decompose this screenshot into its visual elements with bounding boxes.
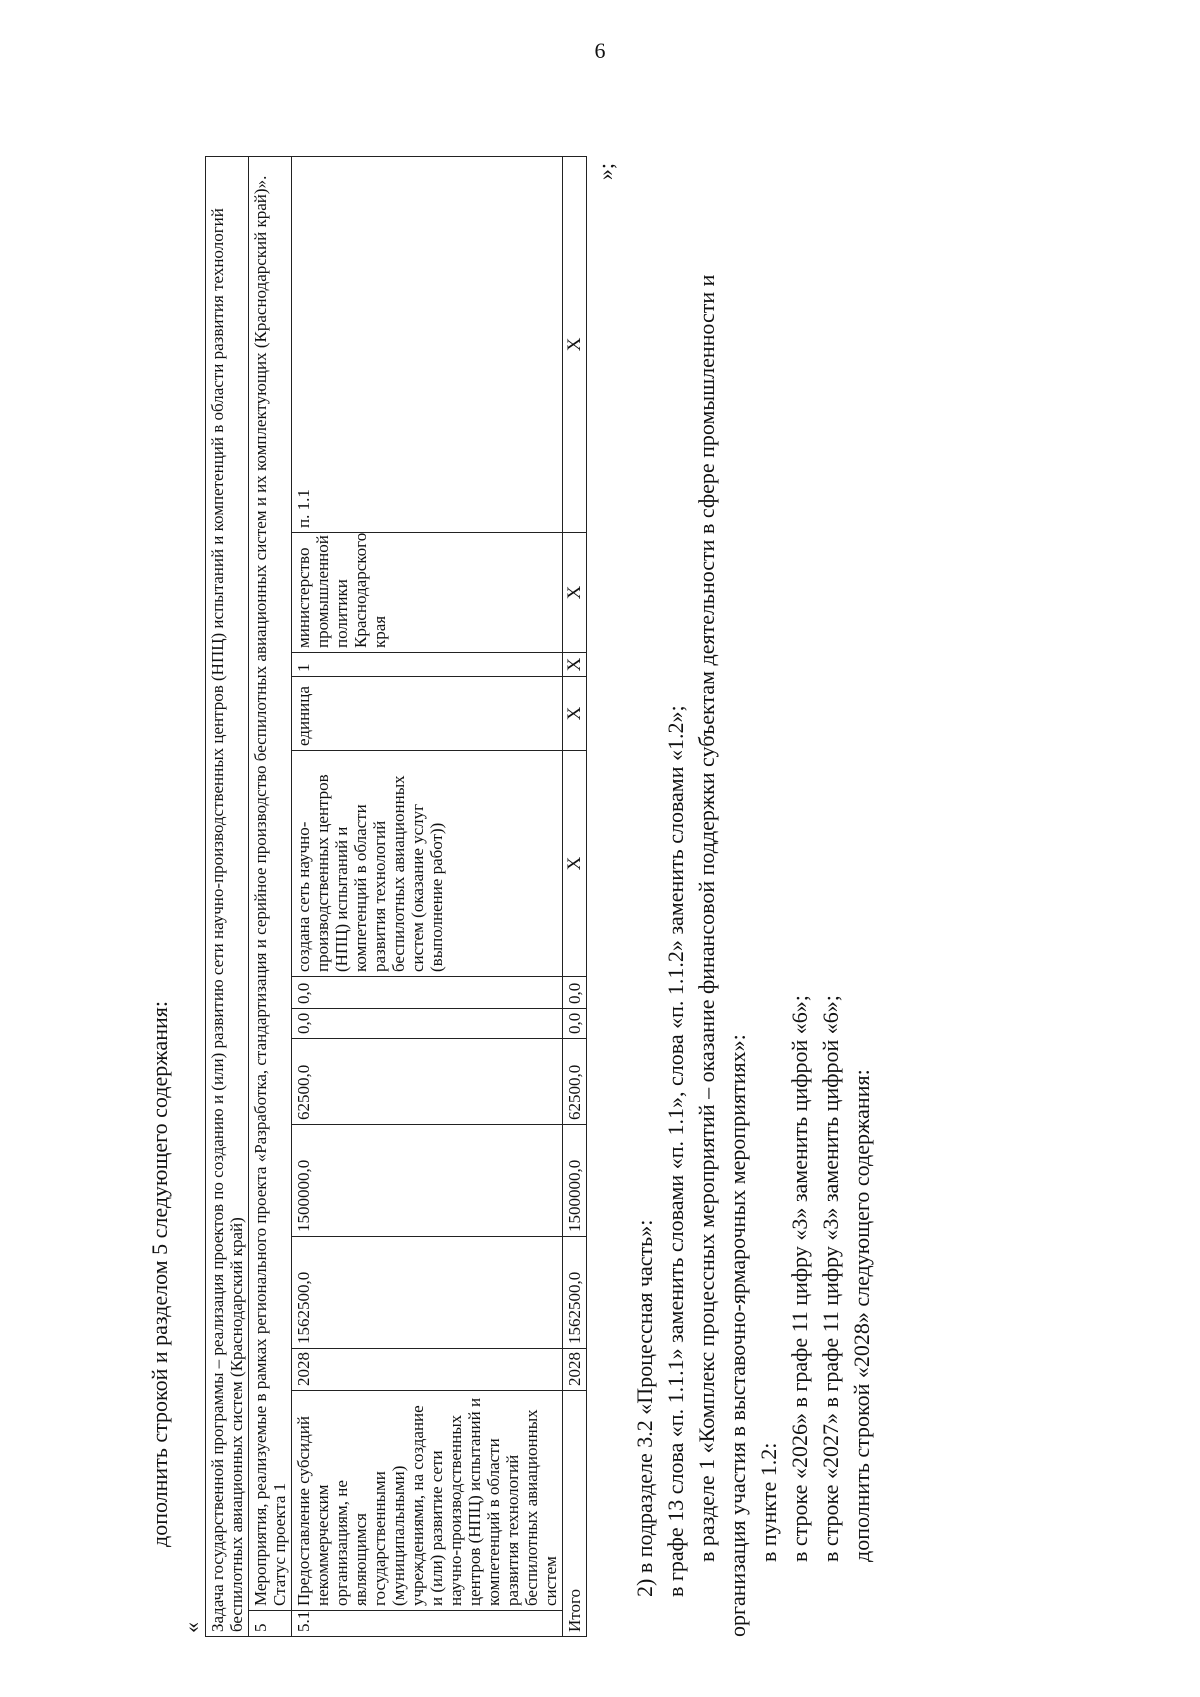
total-unit: Х xyxy=(563,677,587,751)
instruction-line: в графе 13 слова «п. 1.1.1» заменить словами «п. 1.1», слова «п. 1.1.2» заменить словами «1.2»; xyxy=(663,705,688,1597)
total-other: 0,0 xyxy=(563,977,587,1009)
total-regional: 62500,0 xyxy=(563,1039,587,1125)
total-cell: 1562500,0 xyxy=(292,1237,563,1349)
total-result: Х xyxy=(563,751,587,977)
total-label: Итого xyxy=(563,1391,587,1637)
measure-name: Предоставление субсидий некоммерческим организациям, не являющимся государственными (муниципальными) учреждениями, на создание и (или) развитие сети научно-производственных центров (НПЦ) испытаний и компетенций в области развития технологий беспилотных авиационных систем xyxy=(292,1391,563,1611)
total-reference: Х xyxy=(563,156,587,532)
regional-cell: 62500,0 xyxy=(292,1039,563,1125)
instruction-line: в строке «2027» в графе 11 цифру «3» заменить цифрой «6»; xyxy=(818,995,843,1562)
instruction-line: в разделе 1 «Комплекс процессных мероприятий – оказание финансовой поддержки субъектам деятельности в сфере промышленности и организация участия в выставочно-ярмарочных мероприятиях»: xyxy=(694,274,750,1637)
section-row xyxy=(249,156,292,1636)
instruction-line: 2) в подразделе 3.2 «Процессная часть»: xyxy=(632,1219,657,1597)
other-cell: 0,0 xyxy=(292,977,563,1009)
unit-cell: единица xyxy=(292,677,563,751)
total-executor: Х xyxy=(563,533,587,653)
task-cell: Задача государственной программы – реализация проектов по созданию и (или) развитию сети научно-производственных центров (НПЦ) испытаний и компетенций в области развития технологий беспилотных авиационных систем (Краснодарский край) xyxy=(206,156,249,1636)
row-number: 5.1 xyxy=(292,1611,563,1637)
value-cell: 1 xyxy=(292,653,563,677)
total-local: 0,0 xyxy=(563,1009,587,1039)
instructions xyxy=(629,157,877,1637)
total-value: Х xyxy=(563,653,587,677)
opening-quote: « xyxy=(179,1622,204,1633)
executor-cell: министерство промышленной политики Краснодарского края xyxy=(292,533,563,653)
local-cell: 0,0 xyxy=(292,1009,563,1039)
page-number: 6 xyxy=(594,38,606,63)
total-sum: 1562500,0 xyxy=(563,1237,587,1349)
intro-text: дополнить строкой и разделом 5 следующего содержания: xyxy=(147,1001,172,1547)
instruction-line: в пункте 1.2: xyxy=(756,1442,781,1562)
year-cell: 2028 xyxy=(292,1349,563,1391)
section-number: 5 xyxy=(249,1611,292,1637)
total-row xyxy=(563,156,587,1636)
result-cell: создана сеть научно-производственных центров (НПЦ) испытаний и компетенций в области развития технологий беспилотных авиационных систем (оказание услуг (выполнение работ)) xyxy=(292,751,563,977)
table-row xyxy=(292,156,563,1636)
total-year: 2028 xyxy=(563,1349,587,1391)
section-title: Мероприятия, реализуемые в рамках регионального проекта «Разработка, стандартизация и серийное производство беспилотных авиационных систем и их комплектующих (Краснодарский край)». Статус проекта 1 xyxy=(249,156,292,1610)
document-body xyxy=(145,157,877,1637)
measures-table xyxy=(205,156,587,1637)
instruction-line: дополнить строкой «2028» следующего содержания: xyxy=(849,1069,874,1562)
closing-quote: »; xyxy=(593,163,618,181)
task-row xyxy=(206,156,249,1636)
federal-cell: 1500000,0 xyxy=(292,1125,563,1237)
instruction-line: в строке «2026» в графе 11 цифру «3» заменить цифрой «6»; xyxy=(787,995,812,1562)
reference-cell: п. 1.1 xyxy=(292,156,563,532)
total-federal: 1500000,0 xyxy=(563,1125,587,1237)
